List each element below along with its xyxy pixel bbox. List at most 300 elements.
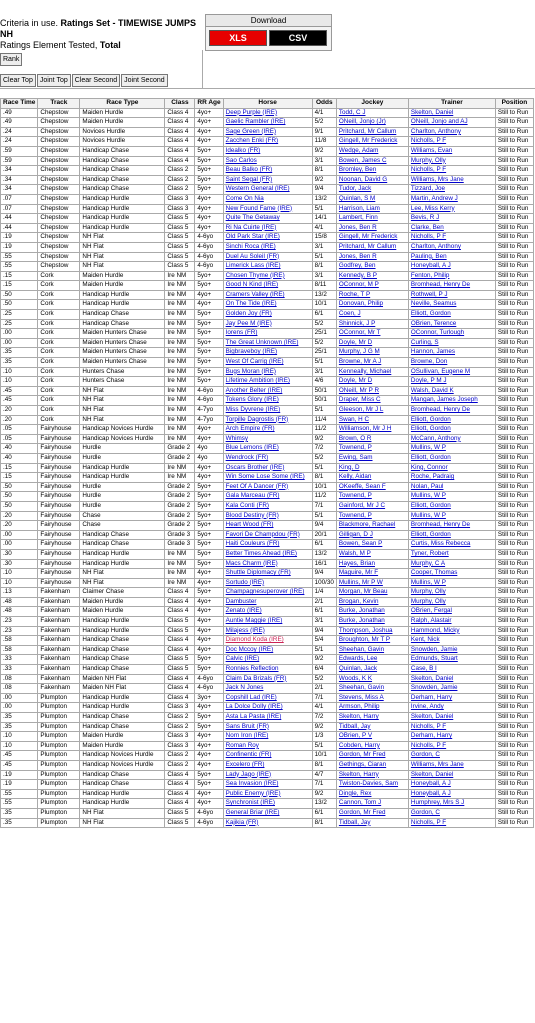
cell-jockey-link[interactable]: Godfrey, Ben [336,262,408,272]
cell-jockey-link[interactable]: Gingell, Mr Frederick [336,137,408,147]
cell-horse-link[interactable]: La Dolce Dolly (IRE) [223,703,312,713]
cell-position: Still to Run [495,511,533,521]
cell-trainer-link[interactable]: Irvine, Andy [408,703,495,713]
cell-horse-link[interactable]: Blue Lemons (IRE) [223,444,312,454]
cell-trainer-link[interactable]: Kent, Nick [408,636,495,646]
cell-trainer-link[interactable]: Tizzard, Joe [408,185,495,195]
cell-trainer-link[interactable]: Edmunds, Stuart [408,655,495,665]
cell-horse-link[interactable]: Sans Bruit (FR) [223,722,312,732]
cell-jockey-link[interactable]: Woods, K K [336,674,408,684]
cell-horse-link[interactable]: Kajikia (FR) [223,818,312,828]
cell-race-time: .35 [1,713,38,723]
cell-horse-link[interactable]: Sage Green (IRE) [223,127,312,137]
cell-trainer-link[interactable]: OBrien, Terence [408,319,495,329]
cell-jockey-link[interactable]: Cannon, Tom J [336,799,408,809]
table-row [1,300,534,310]
cell-horse-link[interactable]: Milajess (IRE) [223,626,312,636]
cell-jockey-link[interactable]: Doyle, Mr D [336,377,408,387]
cell-horse-link[interactable]: Quite The Getaway [223,214,312,224]
cell-jockey-link[interactable]: Gilligan, D J [336,530,408,540]
cell-jockey-link[interactable]: Blackmore, Rachael [336,521,408,531]
cell-horse-link[interactable]: Beau Balko (FR) [223,166,312,176]
cell-position: Still to Run [495,530,533,540]
cell-trainer-link[interactable]: Nicholls, P F [408,166,495,176]
csv-download-button[interactable]: CSV [269,30,327,46]
cell-trainer-link[interactable]: Honeyball, A J [408,262,495,272]
cell-trainer-link[interactable]: Bevis, R J [408,214,495,224]
clear-top-button[interactable]: Clear Top [0,74,36,87]
cell-horse-link[interactable]: Bigbraveboy (IRE) [223,348,312,358]
cell-jockey-link[interactable]: Dingle, Rex [336,789,408,799]
cell-trainer-link[interactable]: Mullins, W P [408,511,495,521]
cell-horse-link[interactable]: Golden Joy (FR) [223,310,312,320]
table-row [1,329,534,339]
cell-trainer-link[interactable]: Doyle, P M J [408,377,495,387]
cell-trainer-link[interactable]: Cooper, Thomas [408,569,495,579]
cell-jockey-link[interactable]: Gingell, Mr Frederick [336,233,408,243]
cell-position: Still to Run [495,348,533,358]
cell-jockey-link[interactable]: Noonan, David G [336,175,408,185]
cell-horse-link[interactable]: Idealko (FR) [223,146,312,156]
cell-trainer-link[interactable]: Mullins, W P [408,444,495,454]
cell-horse-link[interactable]: Jay Pee M (IRE) [223,319,312,329]
cell-track: Plumpton [38,732,80,742]
cell-race-time: .07 [1,194,38,204]
cell-trainer-link[interactable]: Murphy, Olly [408,156,495,166]
cell-position: Still to Run [495,789,533,799]
cell-trainer-link[interactable]: Case, B I [408,665,495,675]
cell-horse-link[interactable]: Public Enemy (IRE) [223,789,312,799]
cell-horse-link[interactable]: Norn Iron (IRE) [223,732,312,742]
cell-horse-link[interactable]: Oscars Brother (IRE) [223,463,312,473]
cell-jockey-link[interactable]: Sheehan, Gavin [336,645,408,655]
cell-jockey-link[interactable]: Gethings, Ciaran [336,760,408,770]
cell-position: Still to Run [495,597,533,607]
column-header-odds: Odds [312,99,336,109]
cell-odds: 2/1 [312,684,336,694]
cell-trainer-link[interactable]: Nicholls, P F [408,137,495,147]
cell-horse-link[interactable]: Another Belter (IRE) [223,386,312,396]
cell-horse-link[interactable]: Better Times Ahead (IRE) [223,549,312,559]
cell-race-type: Hunters Chase [80,367,165,377]
cell-horse-link[interactable]: Confinentic (FR) [223,751,312,761]
cell-trainer-link[interactable]: Martin, Andrew J [408,194,495,204]
cell-jockey-link[interactable]: Gainford, Mr J C [336,501,408,511]
cell-trainer-link[interactable]: Walsh, David K [408,386,495,396]
cell-rr-age: 4yo [195,453,223,463]
cell-jockey-link[interactable]: Gordon, Mr Fred [336,808,408,818]
cell-class: Ire NM [165,310,195,320]
cell-race-time: .45 [1,751,38,761]
cell-race-type: NH Flat [80,569,165,579]
cell-jockey-link[interactable]: Quinlan, S M [336,194,408,204]
cell-trainer-link[interactable]: Mullins, W P [408,492,495,502]
cell-rr-age: 5yo+ [195,665,223,675]
cell-jockey-link[interactable]: Williamson, Mr J H [336,425,408,435]
cell-trainer-link[interactable]: Honeyball, A J [408,789,495,799]
joint-top-button[interactable]: Joint Top [37,74,71,87]
clear-second-button[interactable]: Clear Second [72,74,120,87]
cell-horse-link[interactable]: Chosen Thyme (IRE) [223,271,312,281]
cell-track: Cork [38,348,80,358]
cell-jockey-link[interactable]: Bowen, James C [336,156,408,166]
cell-trainer-link[interactable]: Honeyball, A J [408,780,495,790]
cell-jockey-link[interactable]: Draper, Miss C [336,396,408,406]
cell-jockey-link[interactable]: Roche, T P [336,290,408,300]
cell-jockey-link[interactable]: Townend, P [336,444,408,454]
cell-odds: 1/4 [312,588,336,598]
cell-trainer-link[interactable]: Snowden, Jamie [408,684,495,694]
cell-trainer-link[interactable]: Murphy, Olly [408,588,495,598]
cell-trainer-link[interactable]: Roche, Padraig [408,473,495,483]
cell-rr-age: 4yo+ [195,290,223,300]
cell-trainer-link[interactable]: Mangan, James Joseph [408,396,495,406]
cell-horse-link[interactable]: Miss Dyvrene (IRE) [223,406,312,416]
cell-jockey-link[interactable]: OBrien, P V [336,732,408,742]
cell-race-type: Maiden NH Flat [80,674,165,684]
cell-horse-link[interactable]: Duel Au Soleil (FR) [223,252,312,262]
cell-horse-link[interactable]: Win Some Lose Some (IRE) [223,473,312,483]
cell-jockey-link[interactable]: OConnor, Mr T [336,329,408,339]
cell-track: Chepstow [38,156,80,166]
cell-rr-age: 5yo+ [195,185,223,195]
cell-trainer-link[interactable]: Williams, Mrs Jane [408,760,495,770]
cell-trainer-link[interactable]: Elliott, Gordon [408,530,495,540]
cell-horse-link[interactable]: Sao Carlos [223,156,312,166]
cell-trainer-link[interactable]: Derham, Harry [408,732,495,742]
cell-jockey-link[interactable]: Coen, J [336,310,408,320]
cell-trainer-link[interactable]: Gordon, C [408,751,495,761]
cell-horse-link[interactable]: On The Tide (IRE) [223,300,312,310]
cell-trainer-link[interactable]: Nicholls, P F [408,741,495,751]
cell-horse-link[interactable]: Tokens Glory (IRE) [223,396,312,406]
cell-horse-link[interactable]: Old Park Star (IRE) [223,233,312,243]
cell-jockey-link[interactable]: Stevens, Miss A [336,693,408,703]
cell-jockey-link[interactable]: Morgan, Mr Beau [336,588,408,598]
cell-horse-link[interactable]: Haiti Couleurs (FR) [223,540,312,550]
cell-horse-link[interactable]: Zenato (IRE) [223,607,312,617]
cell-jockey-link[interactable]: Bromley, Ben [336,166,408,176]
filter-button-row [0,69,169,87]
cell-odds: 7/1 [312,693,336,703]
cell-horse-link[interactable]: Saint Segal (FR) [223,175,312,185]
cell-trainer-link[interactable]: Murphy, Olly [408,597,495,607]
cell-position: Still to Run [495,713,533,723]
cell-horse-link[interactable]: Gaelic Rambler (IRE) [223,118,312,128]
cell-horse-link[interactable]: Dambuster [223,597,312,607]
cell-jockey-link[interactable]: Ewing, Sam [336,453,408,463]
cell-horse-link[interactable]: Cramers Valley (IRE) [223,290,312,300]
cell-horse-link[interactable]: Ri Na Cuirte (IRE) [223,223,312,233]
cell-trainer-link[interactable]: Curling, S [408,338,495,348]
cell-track: Cork [38,281,80,291]
cell-jockey-link[interactable]: Armson, Philip [336,703,408,713]
cell-track: Plumpton [38,808,80,818]
cell-horse-link[interactable]: Synchronist (IRE) [223,799,312,809]
cell-trainer-link[interactable]: ONeill, Jonjo and AJ [408,118,495,128]
cell-trainer-link[interactable]: Charlton, Anthony [408,127,495,137]
cell-jockey-link[interactable]: Townend, P [336,511,408,521]
cell-odds: 15/8 [312,233,336,243]
cell-horse-link[interactable]: Bugs Moran (IRE) [223,367,312,377]
cell-trainer-link[interactable]: OBrien, Fergal [408,607,495,617]
cell-race-time: .40 [1,453,38,463]
cell-trainer-link[interactable]: Skelton, Daniel [408,713,495,723]
cell-jockey-link[interactable]: Gordon, Mr Fred [336,751,408,761]
cell-jockey-link[interactable]: Maguire, Mr F [336,569,408,579]
cell-jockey-link[interactable]: Cobden, Harry [336,741,408,751]
cell-trainer-link[interactable]: Browne, Don [408,358,495,368]
cell-horse-link[interactable]: Sea Invasion (IRE) [223,780,312,790]
cell-trainer-link[interactable]: Lee, Miss Kerry [408,204,495,214]
cell-horse-link[interactable]: Ronnies Reflection [223,665,312,675]
cell-jockey-link[interactable]: Skelton, Harry [336,770,408,780]
cell-jockey-link[interactable]: Jones, Ben R [336,223,408,233]
cell-jockey-link[interactable]: Wedge, Adam [336,146,408,156]
cell-jockey-link[interactable]: Doyle, Mr D [336,338,408,348]
divider [0,88,535,89]
cell-jockey-link[interactable]: Pritchard, Mr Callum [336,127,408,137]
cell-horse-link[interactable]: Sinchi Roca (IRE) [223,242,312,252]
cell-rr-age: 4-6yo [195,818,223,828]
cell-horse-link[interactable]: Claim Da Brizals (FR) [223,674,312,684]
cell-odds: 8/1 [312,166,336,176]
joint-second-button[interactable]: Joint Second [121,74,167,87]
cell-trainer-link[interactable]: Skelton, Daniel [408,770,495,780]
cell-track: Cork [38,386,80,396]
cell-jockey-link[interactable]: OConnor, M P [336,281,408,291]
cell-jockey-link[interactable]: Brown, O R [336,434,408,444]
cell-horse-link[interactable]: Asta La Pasta (IRE) [223,713,312,723]
cell-jockey-link[interactable]: ONeill, Mr P R [336,386,408,396]
cell-horse-link[interactable]: The Great Unknown (IRE) [223,338,312,348]
cell-position: Still to Run [495,482,533,492]
cell-race-type: Hunters Chase [80,377,165,387]
cell-horse-link[interactable]: Good N Kind (IRE) [223,281,312,291]
cell-horse-link[interactable]: Calvic (IRE) [223,655,312,665]
cell-trainer-link[interactable]: Skelton, Daniel [408,108,495,118]
cell-trainer-link[interactable]: Tyner, Robert [408,549,495,559]
cell-class: Class 5 [165,818,195,828]
cell-horse-link[interactable]: Iorens (FR) [223,329,312,339]
cell-track: Cork [38,377,80,387]
cell-position: Still to Run [495,540,533,550]
cell-jockey-link[interactable]: Brogan, Kevin [336,597,408,607]
cell-position: Still to Run [495,770,533,780]
cell-horse-link[interactable]: Deep Purple (IRE) [223,108,312,118]
xls-download-button[interactable]: XLS [209,30,267,46]
cell-horse-link[interactable]: Kala Conti (FR) [223,501,312,511]
cell-race-type: Maiden Hurdle [80,607,165,617]
cell-odds: 9/4 [312,185,336,195]
cell-jockey-link[interactable]: Shinnick, J P [336,319,408,329]
cell-trainer-link[interactable]: Hannon, James [408,348,495,358]
cell-horse-link[interactable]: Shuttle Diplomacy (FR) [223,569,312,579]
cell-trainer-link[interactable]: Bromhead, Henry De [408,521,495,531]
cell-horse-link[interactable]: Blood Destiny (FR) [223,511,312,521]
cell-jockey-link[interactable]: Broughton, Mr T P [336,636,408,646]
cell-horse-link[interactable]: Gala Marceau (FR) [223,492,312,502]
cell-trainer-link[interactable]: King, Connor [408,463,495,473]
cell-jockey-link[interactable]: Jones, Ben R [336,252,408,262]
cell-trainer-link[interactable]: Elliott, Gordon [408,453,495,463]
cell-trainer-link[interactable]: Elliott, Gordon [408,425,495,435]
cell-track: Chepstow [38,214,80,224]
cell-jockey-link[interactable]: Thompson, Joshua [336,626,408,636]
cell-horse-link[interactable]: New Found Fame (IRE) [223,204,312,214]
cell-trainer-link[interactable]: Gordon, C [408,808,495,818]
cell-jockey-link[interactable]: Kennedy, B P [336,271,408,281]
cell-trainer-link[interactable]: Williams, Evan [408,146,495,156]
cell-horse-link[interactable]: Jack N Jones [223,684,312,694]
cell-trainer-link[interactable]: Skelton, Daniel [408,674,495,684]
cell-race-time: .10 [1,569,38,579]
cell-jockey-link[interactable]: ONeill, Jonjo (Jr) [336,118,408,128]
cell-trainer-link[interactable]: Clarke, Ben [408,223,495,233]
cell-horse-link[interactable]: Excelero (FR) [223,760,312,770]
cell-horse-link[interactable]: Come On Nia [223,194,312,204]
cell-odds: 13/2 [312,194,336,204]
cell-jockey-link[interactable]: Lambert, Finn [336,214,408,224]
cell-horse-link[interactable]: Wendrock (FR) [223,453,312,463]
cell-horse-link[interactable]: Roman Roy [223,741,312,751]
cell-horse-link[interactable]: Champagnesuperover (IRE) [223,588,312,598]
cell-race-time: .10 [1,732,38,742]
cell-horse-link[interactable]: Arch Empire (FR) [223,425,312,435]
cell-jockey-link[interactable]: Gleeson, Mr J L [336,406,408,416]
cell-trainer-link[interactable]: Bromhead, Henry De [408,406,495,416]
cell-race-time: .50 [1,501,38,511]
cell-horse-link[interactable]: Feet Of A Dancer (FR) [223,482,312,492]
cell-track: Chepstow [38,146,80,156]
cell-horse-link[interactable]: West Of Carrig (IRE) [223,358,312,368]
cell-jockey-link[interactable]: Harrison, Liam [336,204,408,214]
cell-jockey-link[interactable]: Townend, P [336,492,408,502]
cell-jockey-link[interactable]: Kenneally, Michael [336,367,408,377]
cell-jockey-link[interactable]: Edwards, Lee [336,655,408,665]
cell-jockey-link[interactable]: Tidball, Jay [336,722,408,732]
cell-jockey-link[interactable]: Tudor, Jack [336,185,408,195]
cell-horse-link[interactable]: Zacchen Enki (FR) [223,137,312,147]
cell-horse-link[interactable]: Copshill Lad (IRE) [223,693,312,703]
cell-trainer-link[interactable]: Elliott, Gordon [408,501,495,511]
cell-jockey-link[interactable]: Kelly, Aidan [336,473,408,483]
cell-position: Still to Run [495,233,533,243]
cell-trainer-link[interactable]: Humphrey, Mrs S J [408,799,495,809]
cell-trainer-link[interactable]: Bromhead, Henry De [408,281,495,291]
cell-trainer-link[interactable]: Ralph, Alastair [408,617,495,627]
cell-jockey-link[interactable]: Pritchard, Mr Callum [336,242,408,252]
cell-rr-age: 5yo+ [195,367,223,377]
cell-trainer-link[interactable]: OConnor, Turlough [408,329,495,339]
cell-trainer-link[interactable]: Nicholls, P F [408,818,495,828]
cell-jockey-link[interactable]: Murphy, J G M [336,348,408,358]
cell-horse-link[interactable]: Heart Wood (FR) [223,521,312,531]
cell-trainer-link[interactable]: Pauling, Ben [408,252,495,262]
cell-horse-link[interactable]: Macs Charm (IRE) [223,559,312,569]
cell-horse-link[interactable]: Auntie Maggie (IRE) [223,617,312,627]
cell-horse-link[interactable]: Doc Mccoy (IRE) [223,645,312,655]
cell-jockey-link[interactable]: Todd, C J [336,108,408,118]
cell-trainer-link[interactable]: Nicholls, P F [408,233,495,243]
cell-race-type: Handicap Chase [80,156,165,166]
cell-jockey-link[interactable]: King, D [336,463,408,473]
cell-trainer-link[interactable]: Elliott, Gordon [408,415,495,425]
cell-jockey-link[interactable]: Donovan, Philip [336,300,408,310]
cell-jockey-link[interactable]: Twiston-Davies, Sam [336,780,408,790]
column-header-class: Class [165,99,195,109]
cell-position: Still to Run [495,473,533,483]
cell-trainer-link[interactable]: OSullivan, Eugene M [408,367,495,377]
table-row [1,501,534,511]
cell-trainer-link[interactable]: Curtis, Miss Rebecca [408,540,495,550]
cell-trainer-link[interactable]: Neville, Seamus [408,300,495,310]
cell-position: Still to Run [495,262,533,272]
cell-race-time: .07 [1,204,38,214]
cell-rr-age: 5yo+ [195,319,223,329]
cell-horse-link[interactable]: Favori De Champdou (FR) [223,530,312,540]
cell-track: Fairyhouse [38,530,80,540]
cell-horse-link[interactable]: Sortudo (IRE) [223,578,312,588]
cell-jockey-link[interactable]: Burke, Jonathan [336,617,408,627]
cell-trainer-link[interactable]: Elliott, Gordon [408,310,495,320]
rank-button[interactable]: Rank [0,53,22,66]
cell-horse-link[interactable]: Limerick Lass (IRE) [223,262,312,272]
cell-jockey-link[interactable]: Sheehan, Gavin [336,684,408,694]
cell-trainer-link[interactable]: Hammond, Micky [408,626,495,636]
cell-race-type: Handicap Hurdle [80,549,165,559]
cell-jockey-link[interactable]: Mullins, Mr P W [336,578,408,588]
cell-jockey-link[interactable]: Walsh, M P [336,549,408,559]
cell-horse-link[interactable]: Torpille Dagrostis (FR) [223,415,312,425]
cell-jockey-link[interactable]: Swan, H C [336,415,408,425]
cell-jockey-link[interactable]: Tidball, Jay [336,818,408,828]
cell-rr-age: 3yo+ [195,693,223,703]
cell-jockey-link[interactable]: OKeeffe, Sean F [336,482,408,492]
cell-trainer-link[interactable]: Charlton, Anthony [408,242,495,252]
table-row [1,290,534,300]
cell-track: Plumpton [38,770,80,780]
cell-odds: 7/1 [312,780,336,790]
cell-jockey-link[interactable]: Skelton, Harry [336,713,408,723]
cell-trainer-link[interactable]: Nolan, Paul [408,482,495,492]
cell-position: Still to Run [495,108,533,118]
cell-horse-link[interactable]: Lady Jago (IRE) [223,770,312,780]
cell-horse-link[interactable]: Lifetime Ambition (IRE) [223,377,312,387]
cell-jockey-link[interactable]: Bowen, Sean P [336,540,408,550]
cell-trainer-link[interactable]: Snowden, Jamie [408,645,495,655]
cell-trainer-link[interactable]: Williams, Mrs Jane [408,175,495,185]
cell-trainer-link[interactable]: Mullins, W P [408,578,495,588]
cell-trainer-link[interactable]: McCann, Anthony [408,434,495,444]
cell-jockey-link[interactable]: Hayes, Brian [336,559,408,569]
cell-horse-link[interactable]: General Briar (IRE) [223,808,312,818]
cell-jockey-link[interactable]: Quinlan, Jack [336,665,408,675]
cell-trainer-link[interactable]: Fenton, Philip [408,271,495,281]
cell-horse-link[interactable]: Whimsy [223,434,312,444]
cell-race-time: .15 [1,271,38,281]
cell-track: Fairyhouse [38,559,80,569]
cell-trainer-link[interactable]: Murphy, C A [408,559,495,569]
cell-trainer-link[interactable]: Derham, Harry [408,693,495,703]
cell-track: Plumpton [38,722,80,732]
cell-horse-link[interactable]: Western General (IRE) [223,185,312,195]
cell-jockey-link[interactable]: Browne, Mr A J [336,358,408,368]
cell-trainer-link[interactable]: Rothwell, P J [408,290,495,300]
cell-horse-link[interactable]: Diamond Koda (IRE) [223,636,312,646]
cell-trainer-link[interactable]: Nicholls, P F [408,722,495,732]
cell-jockey-link[interactable]: Burke, Jonathan [336,607,408,617]
